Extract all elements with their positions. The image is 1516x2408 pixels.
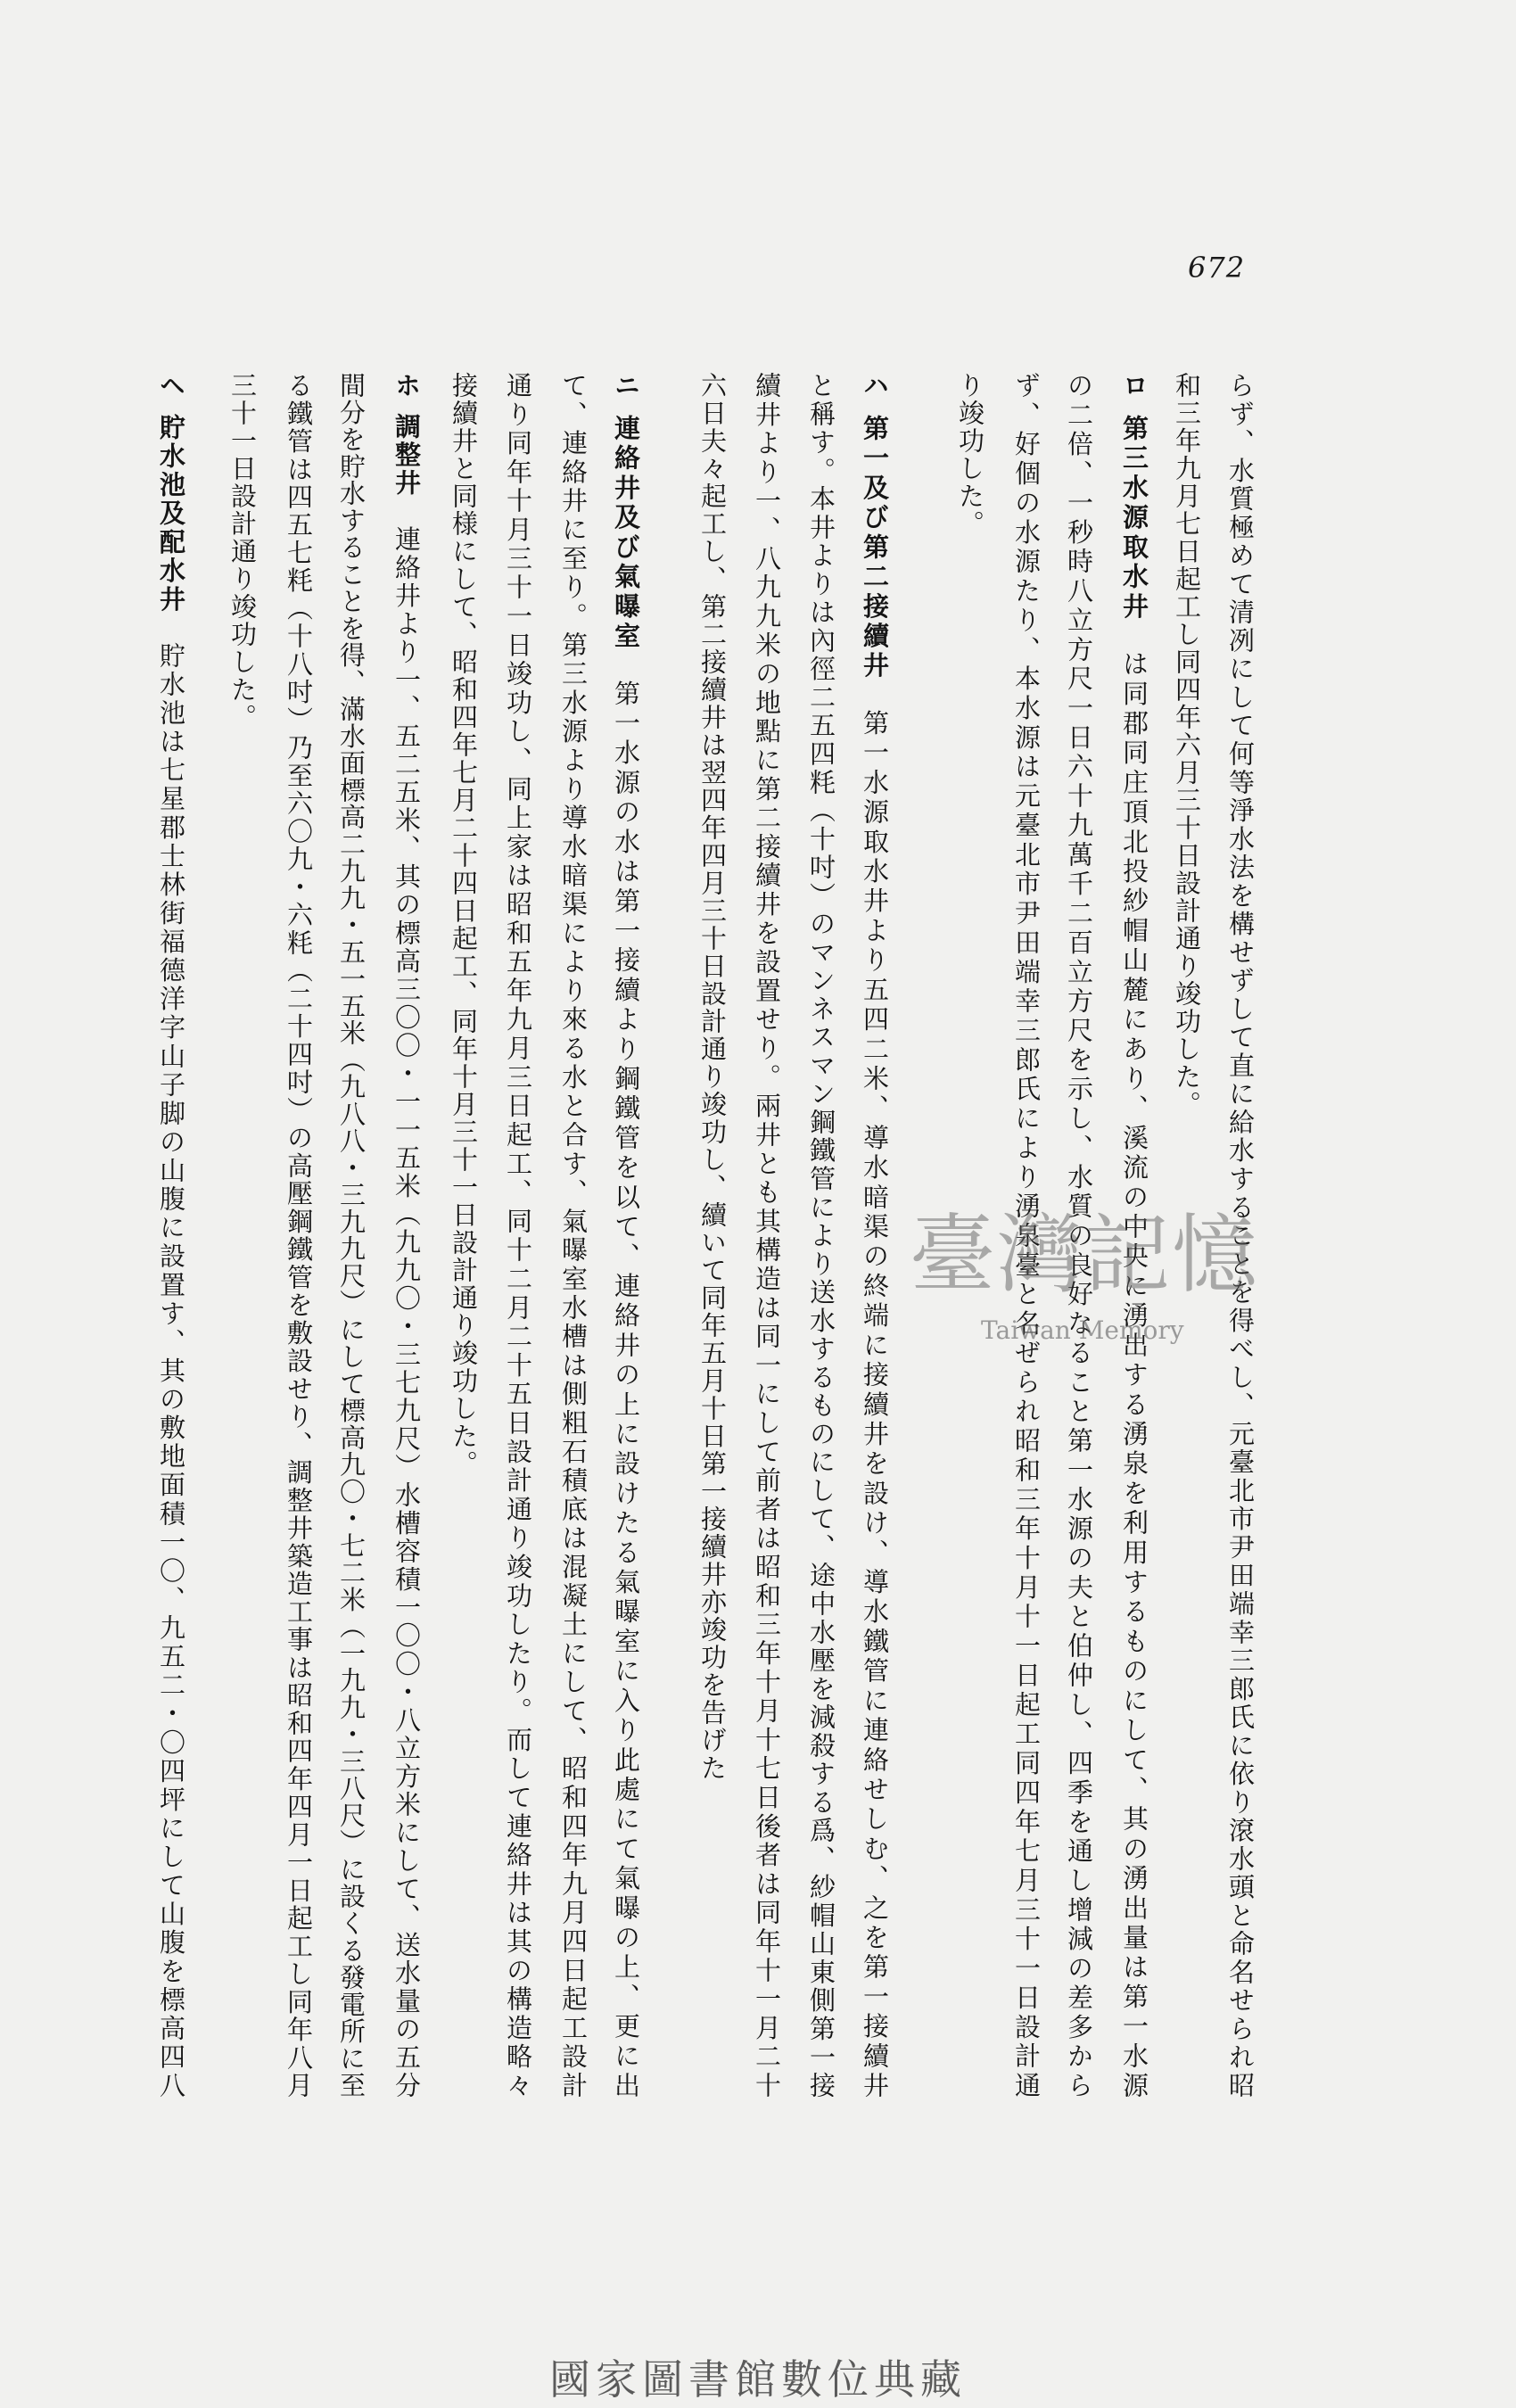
archive-footer: 國家圖書館數位典藏 (549, 2355, 967, 2404)
text-line: らず、水質極めて清冽にして何等淨水法を構せずして直に給水することを得べし、元臺北市尹田端幸三郎氏に依り滾水頭と命名せられ昭 (1225, 372, 1256, 2098)
text-line: の二倍、一秒時八立方尺一日六十九萬千二百立方尺を示し、水質の良好なること第一水源の夫と伯仲し、四季を通し增減の差多から (1064, 372, 1094, 2098)
section-heading-line (1115, 372, 1154, 2098)
section-marker: ロ (1119, 372, 1149, 402)
text-line: て、連絡井に至り。第三水源より導水暗渠により來る水と合す、氣曝室水槽は側粗石積底は混凝土にして、昭和四年九月四日起工設計 (558, 372, 589, 2098)
text-line: 第一水源の水は第一接續より鋼鐵管を以て、連絡井の上に設けたる氣曝室に入り此處にて氣曝の上、更に出 (611, 680, 641, 2099)
page-number: 672 (1188, 251, 1246, 285)
section-title: 連絡井及び氣曝室 (611, 414, 641, 652)
section-title: 第一及び第二接續井 (860, 414, 890, 681)
text-line: は同郡同庄頂北投紗帽山麓にあり、溪流の中央に湧出する湧泉を利用するものにして、其の湧出量は第一水源 (1119, 650, 1149, 2099)
text-line: 和三年九月七日起工し同四年六月三十日設計通り竣功した。 (1172, 372, 1202, 1118)
text-line: と稱す。本井よりは內徑二五四粍（十吋）のマンネスマン鋼鐵管により送水するものにして、途中水壓を減殺する爲、紗帽山東側第一接 (806, 372, 836, 2098)
section-heading-line (152, 372, 191, 2098)
text-line: 續井より一、八九九米の地點に第二接續井を設置せり。兩井とも其構造は同一にして前者は昭和三年十月十七日後者は同年十一月二十 (752, 372, 782, 2098)
text-line: 六日夫々起工し、第二接續井は翌四年四月三十日設計通り竣功し、續いて同年五月十日第一接續井亦竣功を告げた (697, 372, 728, 1782)
watermark-logo-text: 臺灣記憶 (910, 1205, 1259, 1305)
text-line: り竣功した。 (955, 372, 985, 538)
text-line: ず、好個の水源たり、本水源は元臺北市尹田端幸三郎氏により湧泉臺と名ぜられ昭和三年十月十一日起工同四年七月三十一日設計通 (1011, 372, 1042, 2098)
section-title: 調整井 (391, 413, 422, 498)
text-line: 連絡井より一、五二五米、其の標高三〇〇・一一五米（九九〇・三七九尺）水槽容積一〇〇・八立方米にして、送水量の五分 (391, 525, 422, 2099)
section-marker: ハ (860, 372, 890, 402)
section-title: 第三水源取水井 (1119, 414, 1149, 623)
text-line: 通り同年十月三十一日竣功し、同上家は昭和五年九月三日起工、同十二月二十五日設計通り竣功したり。而して連絡井は其の構造略々 (503, 372, 533, 2098)
watermark-subtitle: Taiwan Memory (981, 1315, 1184, 1345)
section-marker: ホ (391, 372, 422, 400)
section-title: 貯水池及配水井 (156, 413, 186, 614)
text-line: 貯水池は七星郡士林街福德洋字山子脚の山腹に設置す、其の敷地面積一〇、九五二・〇四坪にして山腹を標高四八 (156, 641, 186, 2099)
text-line: 接續井と同様にして、昭和四年七月二十四日起工、同年十月三十一日設計通り竣功した。 (449, 372, 479, 1478)
section-heading-line (606, 372, 646, 2098)
section-marker: ニ (611, 372, 641, 402)
text-line: 三十一日設計通り竣功した。 (227, 372, 258, 731)
text-line: 第一水源取水井より五四二米、導水暗渠の終端に接續井を設け、導水鐵管に連絡せしむ、之を第一接續井 (860, 709, 890, 2099)
section-heading-line (387, 372, 426, 2098)
text-line: 間分を貯水することを得、滿水面標高二九九・五一五米（九八八・三九九尺）にして標高九〇・七二米（一九九・三八尺）に設くる發電所に至 (336, 372, 367, 2098)
text-line: る鐵管は四五七粍（十八吋）乃至六〇九・六粍（二十四吋）の高壓鋼鐵管を敷設せり、調整井築造工事は昭和四年四月一日起工し同年八月 (284, 372, 314, 2098)
section-heading-line (855, 372, 894, 2098)
section-marker: ヘ (156, 372, 186, 401)
